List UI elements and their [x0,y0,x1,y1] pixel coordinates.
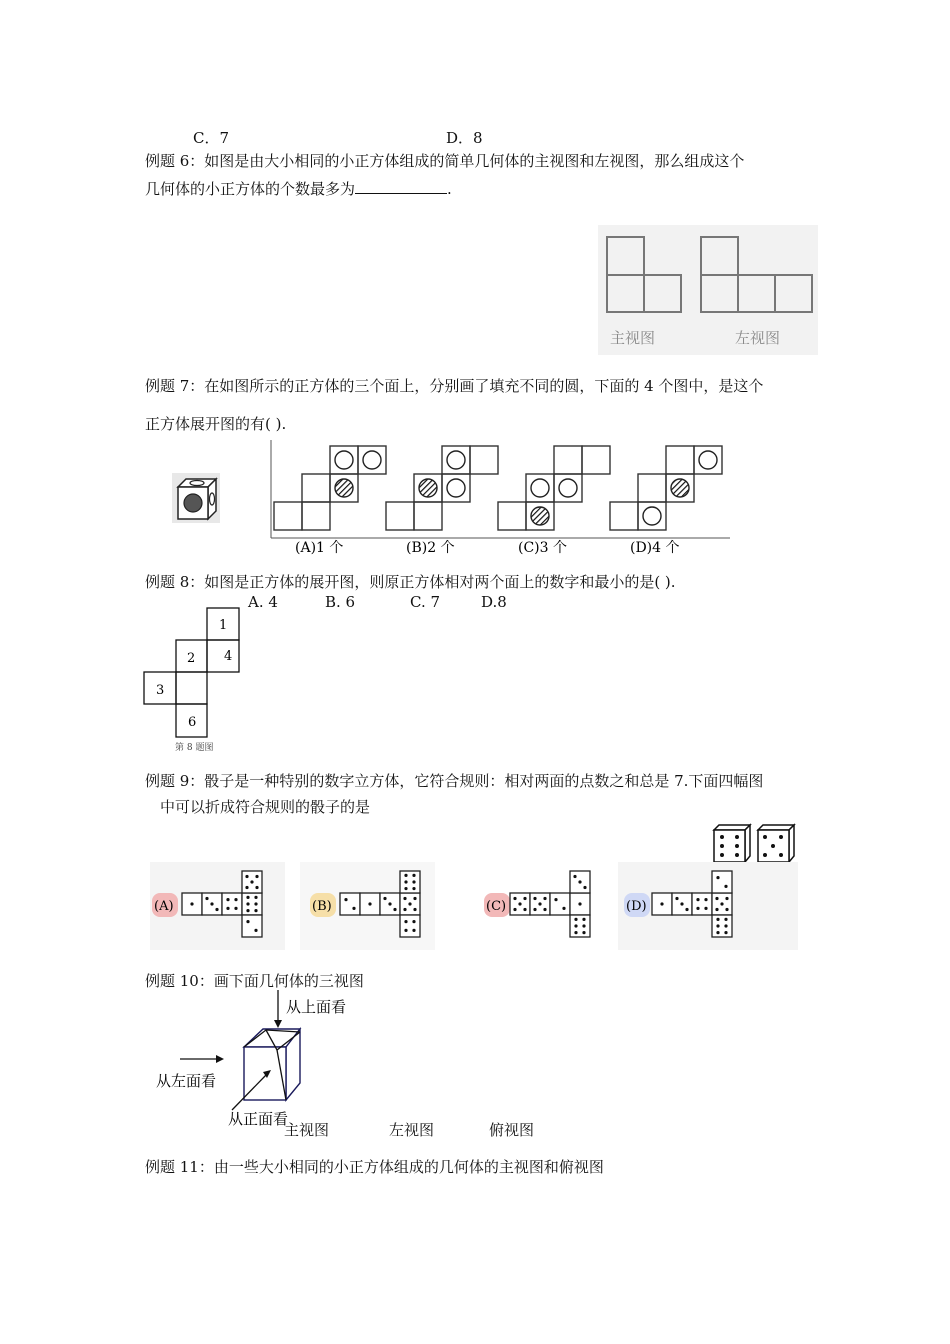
circle-icon [335,451,353,469]
pip [763,853,767,857]
net-face [666,446,694,474]
cube-figure [172,473,220,523]
option-d-label: (D) [626,899,647,914]
pip [254,896,257,899]
pip [720,902,723,905]
option-a-label: (A) [154,899,174,914]
hatched-circle-icon [184,494,202,512]
pip [735,835,739,839]
net-face [470,446,498,474]
die-face [242,893,262,915]
pip [543,908,546,911]
pip [226,898,229,901]
die-face [570,915,590,937]
net-face [582,446,610,474]
pip [352,907,355,910]
pip [246,902,249,905]
pip [412,874,415,877]
pip [254,902,257,905]
pip [234,898,237,901]
pip [254,929,257,932]
pip [704,898,707,901]
net-face [610,502,638,530]
pip [404,920,407,923]
pip [704,907,707,910]
pip [735,844,739,848]
circle-icon [699,451,717,469]
net-face [498,502,526,530]
option-a-label: (A)1 个 [295,540,344,556]
hatched-circle-icon [335,479,353,497]
die-face [550,893,570,915]
face-3: 3 [156,683,165,698]
die-face [222,893,242,915]
option-c-label: (C)3 个 [518,540,567,556]
q9-line2: 中可以折成符合规则的骰子的是 [160,798,371,816]
q7-line1: 例题 7：在如图所示的正方体的三个面上，分别画了填充不同的圆，下面的 4 个图中，是这个 [145,377,764,395]
net-face [414,502,442,530]
q7-option-labels [295,540,680,556]
q6-views-figure [598,225,818,355]
q6-line1: 例题 6：如图是由大小相同的小正方体组成的简单几何体的主视图和左视图，那么组成这个 [145,152,745,170]
hatched-circle-icon [419,479,437,497]
pip [573,875,576,878]
net-face [302,474,330,502]
pip [344,898,347,901]
pip [779,853,783,857]
pip [383,897,386,900]
pip [763,835,767,839]
q8-option-a: A. 4 [248,593,278,611]
pip [403,908,406,911]
label-from-top: 从上面看 [286,998,347,1016]
pip [582,924,585,927]
pip [210,902,213,905]
pip [205,897,208,900]
pip [724,918,727,921]
pip [245,886,248,889]
net-face [386,502,414,530]
net-face [274,502,302,530]
pip [234,907,237,910]
pip [716,924,719,927]
circle-icon [447,451,465,469]
die-face [400,871,420,893]
pip [574,924,577,927]
option-b-label: (B) [312,899,332,914]
q10-solid-figure [150,988,410,1128]
q7-nets-figure [268,440,730,556]
label-from-left: 从左面看 [156,1072,217,1090]
pip [226,907,229,910]
arrow-right-icon [216,1055,224,1063]
net-face [302,502,330,530]
q6-line2-text: 几何体的小正方体的个数最多为 [145,180,356,198]
hatched-circle-icon [671,479,689,497]
pip [562,907,565,910]
pip [393,908,396,911]
pip [254,909,257,912]
circle-top-icon [190,481,204,486]
pip [404,874,407,877]
pip [412,880,415,883]
pip [578,880,581,883]
pip [583,886,586,889]
pip [523,908,526,911]
pip [250,880,253,883]
die-face [712,871,732,893]
pip [680,902,683,905]
label-front-view: 主视图 [610,329,656,347]
pip [246,920,249,923]
pip [716,918,719,921]
pip [255,875,258,878]
pip [533,908,536,911]
pip [412,887,415,890]
pip [245,875,248,878]
pip [771,844,775,848]
pip [554,898,557,901]
pip [578,902,581,905]
pip [735,853,739,857]
pip [720,853,724,857]
q6-line2 [145,178,452,200]
face-2: 2 [187,651,196,666]
pip [368,902,371,905]
pip [388,902,391,905]
pip [255,886,258,889]
pip [513,908,516,911]
pip [543,897,546,900]
hatched-circle-icon [531,507,549,525]
option-c-label: (C) [486,899,507,914]
pip [715,897,718,900]
view-label-front: 主视图 [284,1121,330,1139]
pip [518,902,521,905]
q8-net-figure [143,605,243,755]
pip [412,920,415,923]
die-face [712,915,732,937]
pip [685,908,688,911]
label-left-view: 左视图 [735,329,781,347]
circle-icon [559,479,577,497]
option-d-label: (D)4 个 [630,540,680,556]
pip [403,897,406,900]
pip [724,931,727,934]
view-label-top: 俯视图 [489,1121,535,1139]
face-1: 1 [219,618,228,633]
pip [533,897,536,900]
circle-icon [643,507,661,525]
option-d: D．8 [446,129,483,147]
pip [413,908,416,911]
pip [246,896,249,899]
q8-option-c: C. 7 [410,593,441,611]
pip [675,897,678,900]
q9-dice-nets-figure [150,862,800,954]
arrow-down-icon [274,1020,282,1028]
net-face [554,446,582,474]
pip [404,929,407,932]
pip [215,908,218,911]
q11-line1: 例题 11：由一些大小相同的小正方体组成的几何体的主视图和俯视图 [145,1158,604,1176]
pip [696,907,699,910]
pip [660,902,663,905]
face-4: 4 [224,649,233,664]
pip [724,924,727,927]
pip [538,902,541,905]
pip [404,880,407,883]
circle-icon [363,451,381,469]
dice-figure [706,822,802,866]
pip [779,835,783,839]
option-c: C．7 [193,129,230,147]
label-from-front: 从正面看 [228,1110,289,1128]
q8-caption: 第 8 题图 [175,743,214,753]
circle-right-icon [210,493,215,505]
q6-line2-end: . [447,180,452,198]
pip [582,931,585,934]
answer-blank[interactable] [355,179,447,194]
pip [716,931,719,934]
pip [720,844,724,848]
pip [720,835,724,839]
pip [412,929,415,932]
q8-option-d: D.8 [481,593,507,611]
q8-line1: 例题 8：如图是正方体的展开图，则原正方体相对两个面上的数字和最小的是( ). [145,573,676,591]
q9-line1: 例题 9：骰子是一种特别的数字立方体，它符合规则：相对两面的点数之和总是 7.下面四幅图 [145,772,764,790]
pip [574,918,577,921]
circle-icon [447,479,465,497]
q8-option-b: B. 6 [325,593,356,611]
option-b-label: (B)2 个 [406,540,455,556]
die-face [692,893,712,915]
face-6: 6 [188,715,197,730]
view-label-left: 左视图 [389,1121,435,1139]
pip [190,902,193,905]
pip [715,908,718,911]
die-face [400,915,420,937]
pip [725,908,728,911]
q7-line2: 正方体展开图的有( ). [145,415,287,433]
pip [725,897,728,900]
pip [408,902,411,905]
pip [523,897,526,900]
die-face [242,915,262,937]
pip [404,887,407,890]
pip [696,898,699,901]
pip [513,897,516,900]
circle-icon [531,479,549,497]
pip [582,918,585,921]
die-face [340,893,360,915]
q10-line1: 例题 10：画下面几何体的三视图 [145,972,364,990]
pip [716,876,719,879]
net-face [638,474,666,502]
pip [724,885,727,888]
pip [246,909,249,912]
pip [413,897,416,900]
pip [574,931,577,934]
